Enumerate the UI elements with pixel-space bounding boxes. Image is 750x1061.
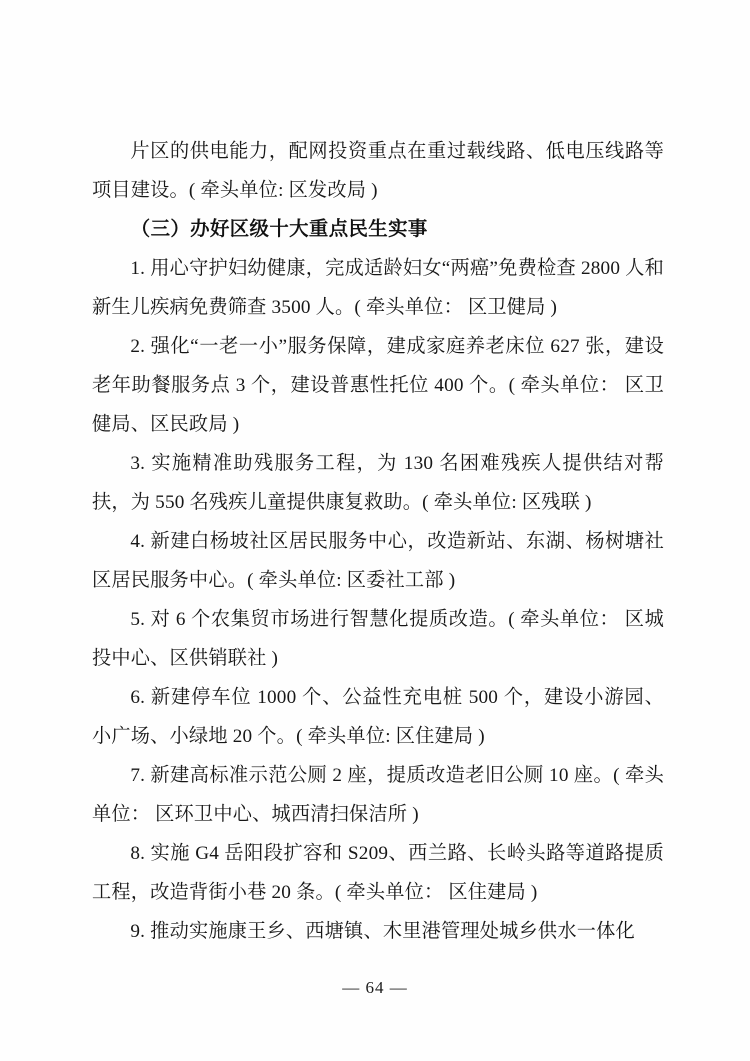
list-item-6: 6. 新建停车位 1000 个、公益性充电桩 500 个，建设小游园、小广场、小绿地 20 个。( 牵头单位: 区住建局 ) bbox=[92, 687, 664, 747]
paragraph-continuation: 片区的供电能力，配网投资重点在重过载线路、低电压线路等项目建设。( 牵头单位: 区发改局 ) bbox=[92, 141, 664, 201]
list-item-4: 4. 新建白杨坡社区居民服务中心，改造新站、东湖、杨树塘社区居民服务中心。( 牵头单位: 区委社工部 ) bbox=[92, 531, 664, 591]
list-item-7: 7. 新建高标准示范公厕 2 座，提质改造老旧公厕 10 座。( 牵头单位： 区环卫中心、城西清扫保洁所 ) bbox=[92, 765, 664, 825]
page-body bbox=[92, 132, 664, 951]
list-item-1: 1. 用心守护妇幼健康，完成适龄妇女“两癌”免费检查 2800 人和新生儿疾病免费筛查 3500 人。( 牵头单位： 区卫健局 ) bbox=[92, 258, 664, 318]
list-item-3: 3. 实施精准助残服务工程，为 130 名困难残疾人提供结对帮扶，为 550 名残疾儿童提供康复救助。( 牵头单位: 区残联 ) bbox=[92, 453, 664, 513]
list-item-9: 9. 推动实施康王乡、西塘镇、木里港管理处城乡供水一体化 bbox=[130, 921, 635, 942]
page-number: — 64 — bbox=[342, 978, 408, 997]
list-item-2: 2. 强化“一老一小”服务保障，建成家庭养老床位 627 张，建设老年助餐服务点 3 个，建设普惠性托位 400 个。( 牵头单位： 区卫健局、区民政局 ) bbox=[92, 336, 664, 435]
section-heading: （三）办好区级十大重点民生实事 bbox=[130, 219, 428, 240]
list-item-5: 5. 对 6 个农集贸市场进行智慧化提质改造。( 牵头单位： 区城投中心、区供销联社 ) bbox=[92, 609, 664, 669]
list-item-8: 8. 实施 G4 岳阳段扩容和 S209、西兰路、长岭头路等道路提质工程，改造背街小巷 20 条。( 牵头单位： 区住建局 ) bbox=[92, 843, 664, 903]
